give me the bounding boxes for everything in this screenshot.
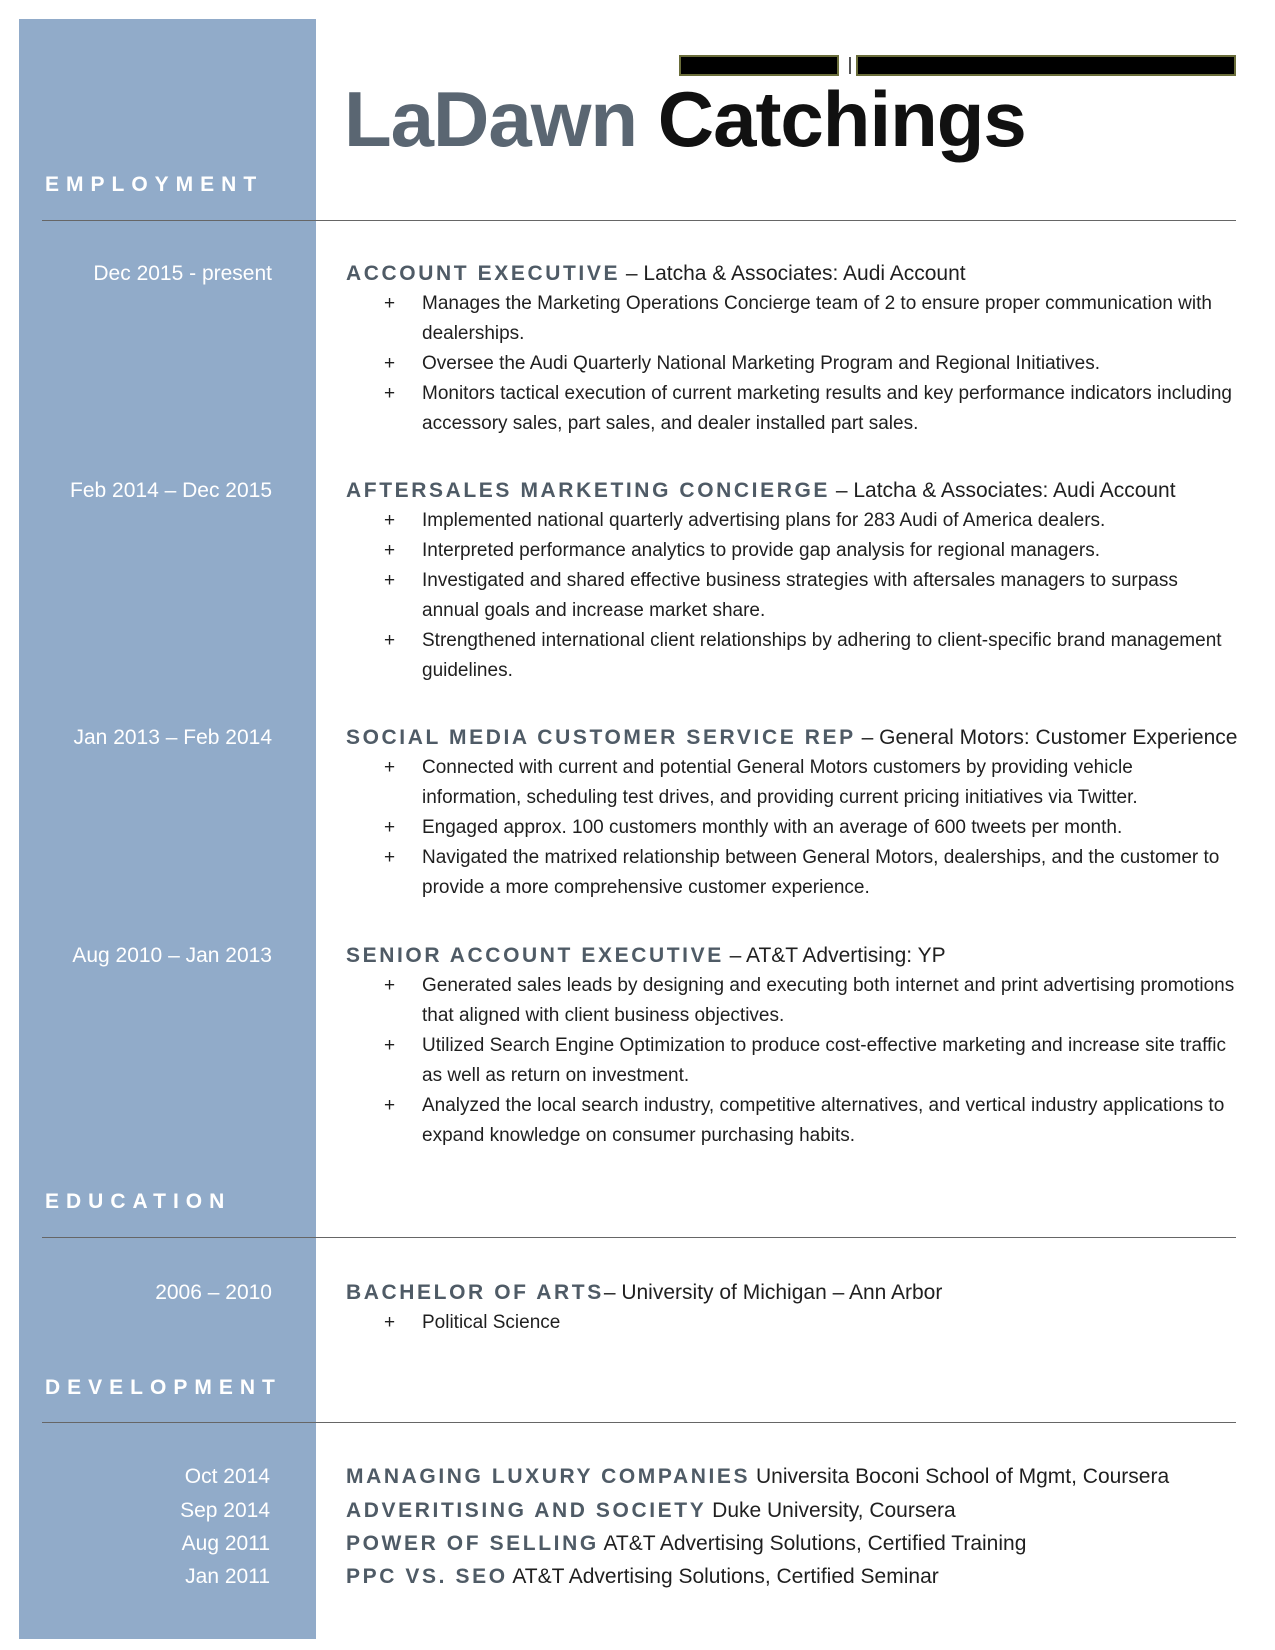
list-item: + Engaged approx. 100 customers monthly with an average of 600 tweets per month. (346, 813, 1236, 843)
last-name: Catchings (657, 75, 1026, 163)
course-title: ADVERITISING AND SOCIETY (346, 1499, 707, 1522)
header-bar-separator (849, 57, 851, 74)
school-name: – University of Michigan – Ann Arbor (603, 1281, 943, 1304)
job-dates: Jan 2013 – Feb 2014 (73, 726, 272, 749)
bullet-list (346, 1308, 1236, 1338)
plus-icon: + (384, 540, 396, 561)
course-title: PPC VS. SEO (346, 1565, 508, 1588)
job-dates: Feb 2014 – Dec 2015 (70, 479, 272, 502)
job-heading (346, 476, 1236, 506)
plus-icon: + (384, 510, 396, 531)
job-org: – General Motors: Customer Experience (855, 726, 1238, 749)
plus-icon: + (384, 1095, 396, 1116)
job-heading (346, 259, 1236, 289)
plus-icon: + (384, 847, 396, 868)
job-entry (346, 723, 1236, 903)
section-title-development: DEVELOPMENT (45, 1376, 282, 1399)
list-item: + Connected with current and potential General Motors customers by providing vehicle information, scheduling test drives, and providing current pricing initiatives via Twitter. (346, 753, 1236, 813)
course-date: Sep 2014 (180, 1499, 270, 1522)
course-row (346, 1463, 1169, 1491)
plus-icon: + (384, 293, 396, 314)
header-bar-right (856, 55, 1236, 76)
plus-icon: + (384, 975, 396, 996)
first-name: LaDawn (344, 75, 638, 163)
degree-title: BACHELOR OF ARTS (346, 1281, 604, 1304)
job-entry (346, 941, 1236, 1151)
course-provider: AT&T Advertising Solutions, Certified Training (598, 1532, 1027, 1555)
job-title: ACCOUNT EXECUTIVE (346, 262, 621, 285)
plus-icon: + (384, 630, 396, 651)
bullet-list (346, 753, 1236, 903)
course-date: Oct 2014 (184, 1465, 270, 1488)
course-row (346, 1563, 939, 1591)
job-org: – Latcha & Associates: Audi Account (620, 262, 966, 285)
list-item: + Interpreted performance analytics to provide gap analysis for regional managers. (346, 536, 1236, 566)
course-row (346, 1530, 1026, 1558)
plus-icon: + (384, 1035, 396, 1056)
list-item: + Political Science (346, 1308, 1236, 1338)
job-title: AFTERSALES MARKETING CONCIERGE (346, 479, 831, 502)
job-title: SENIOR ACCOUNT EXECUTIVE (346, 944, 724, 967)
course-date: Aug 2011 (181, 1532, 270, 1555)
header-bar-left (679, 55, 839, 76)
list-item: + Oversee the Audi Quarterly National Marketing Program and Regional Initiatives. (346, 349, 1236, 379)
course-row (346, 1497, 956, 1525)
list-item: + Manages the Marketing Operations Concierge team of 2 to ensure proper communication with dealerships. (346, 289, 1236, 349)
plus-icon: + (384, 570, 396, 591)
section-divider (42, 220, 1236, 221)
list-item: + Monitors tactical execution of current marketing results and key performance indicators including accessory sales, part sales, and dealer installed part sales. (346, 379, 1236, 439)
plus-icon: + (384, 353, 396, 374)
bullet-list (346, 289, 1236, 439)
job-entry (346, 476, 1236, 686)
job-dates: Aug 2010 – Jan 2013 (72, 944, 272, 967)
course-date: Jan 2011 (185, 1565, 270, 1588)
course-provider: Duke University, Coursera (706, 1499, 956, 1522)
bullet-list (346, 506, 1236, 686)
section-divider (42, 1422, 1236, 1423)
job-title: SOCIAL MEDIA CUSTOMER SERVICE REP (346, 726, 856, 749)
list-item: + Analyzed the local search industry, competitive alternatives, and vertical industry applications to expand knowledge on consumer purchasing habits. (346, 1091, 1236, 1151)
bullet-list (346, 971, 1236, 1151)
plus-icon: + (384, 817, 396, 838)
list-item: + Investigated and shared effective business strategies with aftersales managers to surpass annual goals and increase market share. (346, 566, 1236, 626)
list-item: + Strengthened international client relationships by adhering to client-specific brand management guidelines. (346, 626, 1236, 686)
education-dates: 2006 – 2010 (155, 1281, 272, 1304)
section-title-employment: EMPLOYMENT (45, 173, 264, 196)
plus-icon: + (384, 1312, 396, 1333)
job-org: – AT&T Advertising: YP (723, 944, 946, 967)
job-org: – Latcha & Associates: Audi Account (830, 479, 1176, 502)
list-item: + Utilized Search Engine Optimization to produce cost-effective marketing and increase site traffic as well as return on investment. (346, 1031, 1236, 1091)
course-title: MANAGING LUXURY COMPANIES (346, 1465, 751, 1488)
course-title: POWER OF SELLING (346, 1532, 599, 1555)
plus-icon: + (384, 757, 396, 778)
page-title (344, 75, 1026, 163)
list-item: + Generated sales leads by designing and executing both internet and print advertising promotions that aligned with client business objectives. (346, 971, 1236, 1031)
list-item: + Navigated the matrixed relationship between General Motors, dealerships, and the customer to provide a more comprehensive customer experience. (346, 843, 1236, 903)
section-title-education: EDUCATION (45, 1190, 232, 1213)
job-dates: Dec 2015 - present (93, 262, 272, 285)
job-entry (346, 259, 1236, 439)
job-heading (346, 941, 1236, 971)
job-heading (346, 723, 1236, 753)
plus-icon: + (384, 383, 396, 404)
degree-heading (346, 1278, 1236, 1308)
education-entry (346, 1278, 1236, 1338)
course-provider: AT&T Advertising Solutions, Certified Seminar (507, 1565, 939, 1588)
section-divider (42, 1237, 1236, 1238)
course-provider: Universita Boconi School of Mgmt, Coursera (750, 1465, 1170, 1488)
list-item: + Implemented national quarterly advertising plans for 283 Audi of America dealers. (346, 506, 1236, 536)
